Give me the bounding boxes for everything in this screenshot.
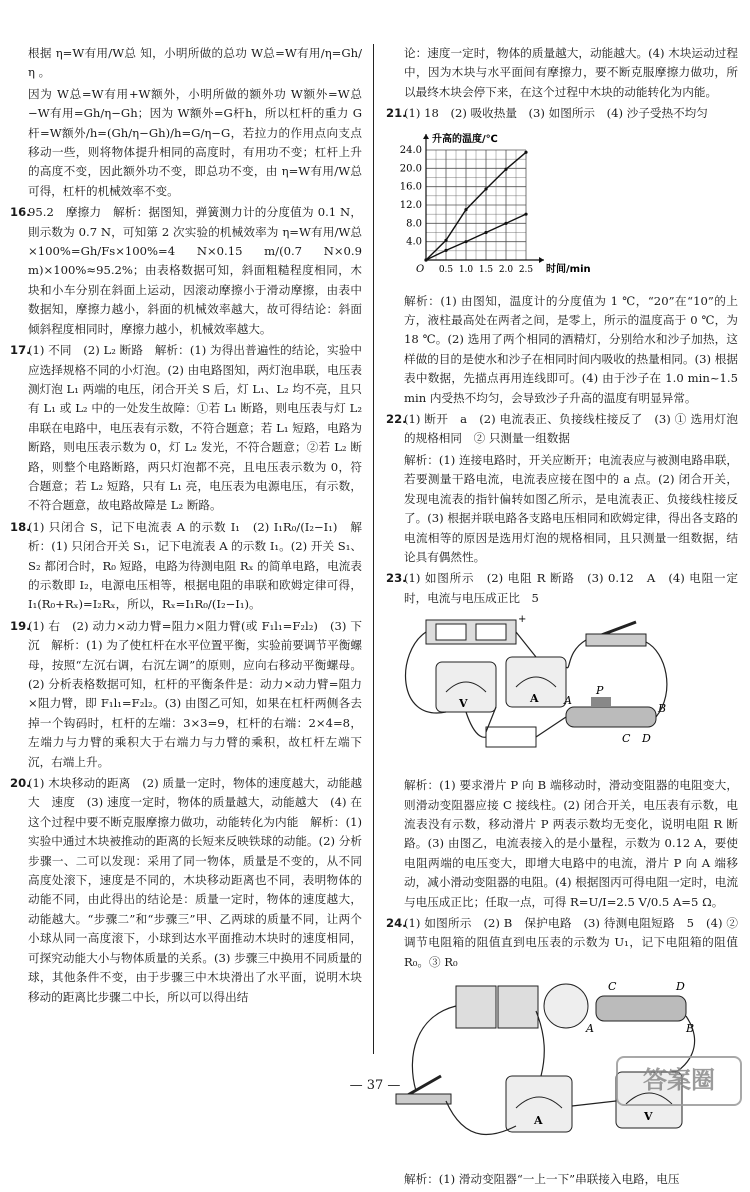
data-point bbox=[464, 240, 467, 243]
y-tick-label: 4.0 bbox=[406, 236, 422, 248]
answer-text: (1) 木块移动的距离 (2) 质量一定时，物体的速度越大，动能越大 速度 (3) 速度一定时，物体的质量越大，动能越大 (4) 在这个过程中要不断克服摩擦力做功，动能转化为内能 解析：(1) 实验中通过木块被推动的距离的长短来反映铁球的动能。(2) 分析步骤一、二可以发现：采用了同一物体，质量是不变的，从不同高度处滚下，速度是不同的，木块移动距离也不同，表明物体的动能不同，由此得出的结论是：质量一定时，物体的速度越大，动能越大。“步骤二”和“步骤三”甲、乙两球的质量不同，让两个小球从同一高度滚下，小球到达水平面推动木块时的速度相同，可探究动能大小与物体质量的关系。(3) 步骤三中换用不同质量的球，其他条件不变，由于步骤三中木块滑出了水平面，说明木块移动的距离比步骤二中长，所以可以得出结 bbox=[28, 776, 362, 1004]
circuit-figure-23 bbox=[386, 612, 738, 772]
data-point bbox=[504, 221, 507, 224]
answer-q23 bbox=[386, 569, 738, 608]
data-point bbox=[464, 208, 467, 211]
question-number: 16. bbox=[10, 205, 31, 220]
switch-base-icon bbox=[396, 1094, 451, 1104]
answer-text: (1) 只闭合 S，记下电流表 A 的示数 I₁ (2) I₁R₀/(I₂−I₁) 解析：(1) 只闭合开关 S₁，记下电流表 A 的示数 I₁。(2) 开关 S₁、S₂ 都闭合时，R₀ 短路，电路为待测电阻 Rₓ 的简单电路，电流表的示数即 I₂，电源电压相等，根据电阻的串联和欧姆定律可得，I₁(R₀+Rₓ)=I₂Rₓ，所以，Rₓ=I₁R₀/(I₂−I₁)。 bbox=[28, 519, 362, 612]
answer-q16 bbox=[10, 203, 362, 339]
answer-q24 bbox=[386, 914, 738, 972]
fig23-label: + bbox=[518, 614, 527, 626]
answer-text: (1) 如图所示 (2) B 保护电路 (3) 待测电阻短路 5 (4) ② 调节电阻箱的阻值直到电压表的示数为 U₁，记下电阻箱的阻值 R₀。③ R₀ bbox=[404, 915, 738, 969]
answer-q21b bbox=[386, 292, 738, 408]
slider-icon bbox=[591, 697, 611, 707]
chart-title: 升高的温度/℃ bbox=[432, 133, 498, 145]
answer-text: 根据 η=W有用/W总 知，小明所做的总功 W总=W有用/η=Gh/η 。 bbox=[28, 46, 362, 80]
answer-cont15b bbox=[10, 85, 362, 201]
answer-q20 bbox=[10, 774, 362, 1007]
terminal-label: A bbox=[586, 1022, 594, 1036]
battery-cell-icon bbox=[476, 624, 506, 640]
answer-text: (1) 如图所示 (2) 电阻 R 断路 (3) 0.12 A (4) 电阻一定时，电流与电压成正比 5 bbox=[404, 571, 738, 605]
answer-text: 解析：(1) 要求滑片 P 向 B 端移动时，滑动变阻器的电阻变大，则滑动变阻器应接 C 接线柱。(2) 闭合开关，电压表有示数，电流表没有示数，移动滑片 P 两表示数均无变化，说明电阻 R 断路。(3) 由图乙，电流表接入的是小量程，示数为 0.12 A，要使电阻两端的电压变大，即增大电路中的电流，滑片 P 向 A 端移动，减小滑动变阻器的电阻。(4) 根据图丙可得电阻一定时，电流与电压成正比；任取一点，可得 R=U/I=2.5 V/0.5 A=5 Ω。 bbox=[404, 778, 738, 909]
answer-text: 95.2 摩擦力 解析：据图知，弹簧测力计的分度值为 0.1 N，則示数为 0.7 N，可知第 2 次实验的机械效率为 η=W有用/W总×100%=Gh/Fs×100%=4 N×0.15 m/(0.7 N×0.9 m)×100%≈95.2%；由表格数据可知，斜面粗糙程度相同，木块和小车分别在斜面上运动，因滚动摩擦小于滑动摩擦，由表中数据知，摩擦力越小，斜面的机械效率越大，故可得结论：斜面倾斜程度相同时，摩擦力越小，机械效率越大。 bbox=[28, 205, 362, 336]
data-point bbox=[444, 248, 447, 251]
answer-cont15a bbox=[10, 44, 362, 83]
answer-text: 解析：(1) 由图知，温度计的分度值为 1 ℃，“20”在“10”的上方，液柱最高处在两者之间，是零上，所示的温度高于 0 ℃，为 18 ℃。(2) 选用了两个相同的酒精灯，分别给水和沙子加热，这样做的目的是使水和沙子在相同时间内吸收的热量相同。(3) 根据表中数据，先描点再用连线即可。(4) 由于沙子在 1.0 min~1.5 min 内受热不均匀，会导致沙子升高的温度有明显异常。 bbox=[404, 293, 738, 405]
answer-text: (1) 右 (2) 动力×动力臂=阻力×阻力臂(或 F₁l₁=F₂l₂) (3) 下沉 解析：(1) 为了使杠杆在水平位置平衡，实验前要调节平衡螺母，按照“左沉右调，右沉左调”的原则，应向右移动平衡螺母。(2) 分析表格数据可知，杠杆的平衡条件是：动力×动力臂=阻力×阻力臂，即 F₁l₁=F₂l₂。(3) 由图乙可知，如果在杠杆两侧各去掉一个钩码时，杠杆的左端：3×3=9，杠杆的右端：2×4=8，左端力与力臂的乘积大于右端力与力臂的乘积，故杠杆左端下沉，右端上升。 bbox=[28, 618, 362, 769]
answer-text: 解析：(1) 滑动变阻器“一上一下”串联接入电路，电压 bbox=[404, 1172, 680, 1187]
question-number: 20. bbox=[10, 776, 31, 791]
data-point bbox=[524, 212, 527, 215]
terminal-label: A bbox=[564, 694, 572, 708]
meter-a-letter: A bbox=[530, 692, 539, 706]
question-number: 24. bbox=[386, 915, 407, 930]
right-column bbox=[386, 44, 738, 1192]
question-number: 22. bbox=[386, 412, 407, 427]
answer-q22b bbox=[386, 451, 738, 567]
answer-q24b bbox=[386, 1170, 738, 1189]
meter-v-letter: V bbox=[644, 1110, 653, 1124]
y-tick-label: 8.0 bbox=[406, 217, 422, 229]
y-tick-label: 20.0 bbox=[399, 162, 422, 174]
x-tick-label: 1.0 bbox=[458, 264, 474, 275]
origin-label: O bbox=[416, 263, 425, 275]
terminal-label: D bbox=[676, 980, 685, 994]
switch-base-icon bbox=[586, 634, 646, 646]
x-tick-label: 2.5 bbox=[518, 264, 534, 275]
meter-v-letter: V bbox=[459, 697, 468, 711]
rheostat-icon bbox=[566, 707, 656, 727]
answer-text: 解析：(1) 连接电路时，开关应断开；电流表应与被测电路串联，若要测量干路电流，电流表应接在图中的 a 点。(2) 闭合开关，发现电流表的指针偏转如图乙所示，是电流表正、负接线柱接反了。(3) 根据并联电路各支路电压相同和欧姆定律，得出各支路的电流相等的原因是选用灯泡的规格相同，且只测量一组数据，结论具有偶然性。 bbox=[404, 452, 738, 564]
data-point bbox=[484, 231, 487, 234]
answer-text: 因为 W总=W有用+W额外，小明所做的额外功 W额外=W总−W有用=Gh/η−Gh；因为 W额外=G杆h，所以杠杆的重力 G杆=W额外/h=(Gh/η−Gh)/h=G/η−G，若拉力的作用点向支点移动一些，则将物体提升相同的高度时，有用功不变；杠杆上升的高度不变，因此额外功不变，即总功不变，由 η=W有用/W总 可得，杠杆的机械效率不变。 bbox=[28, 86, 362, 198]
watermark-logo: 答案圈 bbox=[616, 1056, 742, 1106]
question-number: 23. bbox=[386, 571, 407, 586]
y-tick-label: 16.0 bbox=[399, 181, 422, 193]
left-column bbox=[10, 44, 362, 1009]
answer-text: (1) 18 (2) 吸收热量 (3) 如图所示 (4) 沙子受热不均匀 bbox=[404, 106, 708, 121]
answer-q19 bbox=[10, 617, 362, 772]
y-tick-label: 12.0 bbox=[399, 199, 422, 211]
temperature-chart bbox=[386, 128, 738, 288]
terminal-label: P bbox=[596, 684, 604, 698]
data-point bbox=[444, 238, 447, 241]
resistance-box-knob-icon bbox=[544, 984, 588, 1028]
page-number: — 37 — bbox=[349, 1078, 401, 1093]
answer-text: (1) 断开 a (2) 电流表正、负接线柱接反了 (3) ① 选用灯泡的规格相同 ② 只测量一组数据 bbox=[404, 412, 738, 446]
data-point bbox=[524, 150, 527, 153]
answer-q23b bbox=[386, 776, 738, 912]
battery-icon bbox=[456, 986, 496, 1028]
x-tick-label: 1.5 bbox=[478, 264, 494, 275]
answer-cont20 bbox=[386, 44, 738, 102]
question-number: 21. bbox=[386, 106, 407, 121]
answer-q21 bbox=[386, 104, 738, 123]
terminal-label: D bbox=[642, 732, 651, 746]
x-tick-label: 2.0 bbox=[498, 264, 514, 275]
resistor-icon bbox=[486, 727, 536, 747]
data-point bbox=[484, 187, 487, 190]
data-point bbox=[424, 258, 427, 261]
circuit-23-svg bbox=[386, 612, 686, 772]
terminal-label: B bbox=[658, 702, 667, 716]
x-tick-label: 0.5 bbox=[438, 264, 454, 275]
meter-a-letter: A bbox=[534, 1114, 543, 1128]
y-tick-label: 24.0 bbox=[399, 144, 422, 156]
question-number: 17. bbox=[10, 343, 31, 358]
temperature-chart-svg bbox=[386, 128, 591, 288]
question-number: 19. bbox=[10, 618, 31, 633]
column-divider bbox=[373, 44, 374, 1054]
answer-q18 bbox=[10, 518, 362, 615]
x-axis-arrow-icon bbox=[539, 257, 544, 263]
question-number: 18. bbox=[10, 519, 31, 534]
answer-text: (1) 不同 (2) L₂ 断路 解析：(1) 为得出普遍性的结论，实验中应选择规格不同的小灯泡。(2) 由电路图知，两灯泡串联，电压表测灯泡 L₁ 两端的电压，闭合开关 S 后，灯 L₁、L₂ 均不亮，且只有 L₁ 或 L₂ 中的一处发生故障：①若 L₁ 断路，则电压表与灯 L₂ 串联在电路中，电压表有示数，不符合题意；若 L₁ 短路，电路为断路，则电压表示数为 0，灯 L₂ 发光，不符合题意；②若 L₂ 断路，则整个电路断路，两只灯泡都不亮，且电压表示数为 0，符合题意；若 L₂ 短路，只有 L₁ 亮，电压表为电源电压，有示数，不符合题意，故电路故障是 L₂ 断路。 bbox=[28, 343, 362, 513]
rheostat-icon bbox=[596, 996, 686, 1021]
terminal-label: C bbox=[608, 980, 617, 994]
answer-q17 bbox=[10, 341, 362, 516]
x-axis-label: 时间/min bbox=[546, 263, 591, 275]
answer-q22 bbox=[386, 410, 738, 449]
answer-text: 论：速度一定时，物体的质量越大，动能越大。(4) 木块运动过程中，因为木块与水平面间有摩擦力，要不断克服摩擦力做功，所以最终木块会停下来，在这个过程中木块的动能转化为内能。 bbox=[404, 46, 738, 99]
battery-cell-icon bbox=[436, 624, 466, 640]
battery-icon bbox=[498, 986, 538, 1028]
terminal-label: B bbox=[686, 1022, 695, 1036]
terminal-label: C bbox=[622, 732, 631, 746]
y-axis-arrow-icon bbox=[423, 134, 429, 139]
data-point bbox=[504, 167, 507, 170]
